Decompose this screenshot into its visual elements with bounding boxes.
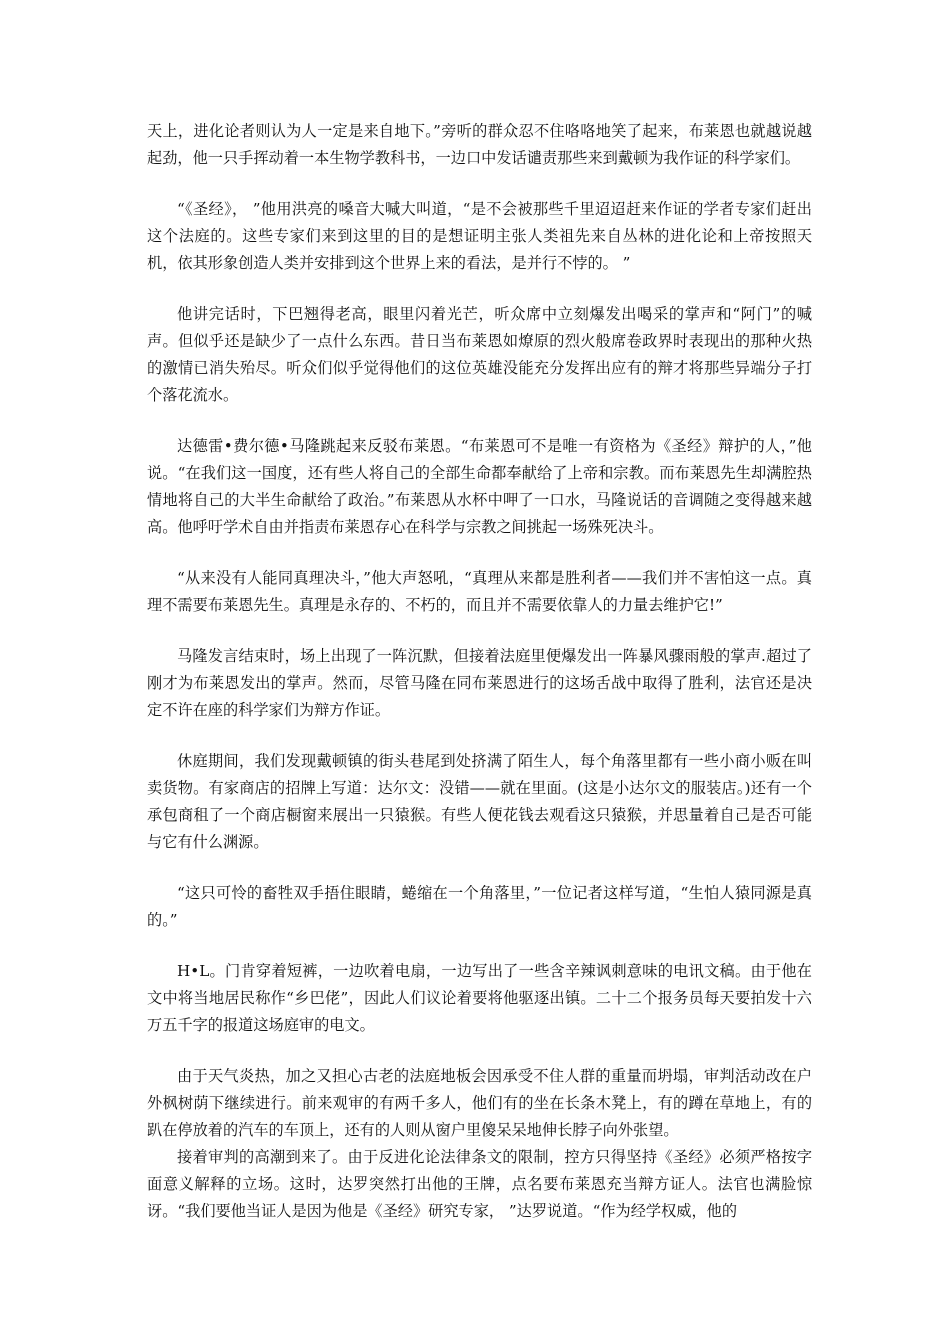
paragraph-11: 接着审判的高潮到来了。由于反进化论法律条文的限制，控方只得坚持《圣经》必须严格按字面意义解释的立场。这时，达罗突然打出他的王牌，点名要布莱恩充当辩方证人。法官也满脸惊讶。“我们要他当证人是因为他是《圣经》研究专家， ”达罗说道。“作为经学权威，他的 (147, 1148, 812, 1220)
paragraph-4: 达德雷•费尔德•马隆跳起来反驳布莱恩。“布莱恩可不是唯一有资格为《圣经》辩护的人，”他说。“在我们这一国度，还有些人将自己的全部生命都奉献给了上帝和宗教。而布莱恩先生却满腔热情地将自己的大半生命献给了政治。”布莱恩从水杯中呷了一口水，马隆说话的音调随之变得越来越高。他呼吁学术自由并指责布莱恩存心在科学与宗教之间挑起一场殊死决斗。 (147, 437, 812, 536)
paragraph-2: “《圣经》， ”他用洪亮的嗓音大喊大叫道，“是不会被那些千里迢迢赶来作证的学者专家们赶出这个法庭的。这些专家们来到这里的目的是想证明主张人类祖先来自丛林的进化论和上帝按照天机，依其形象创造人类并安排到这个世界上来的看法，是并行不悖的。 ” (147, 200, 812, 272)
paragraph-5: “从来没有人能同真理决斗，”他大声怒吼，“真理从来都是胜利者——我们并不害怕这一点。真理不需要布莱恩先生。真理是永存的、不朽的，而且并不需要依靠人的力量去维护它!” (147, 569, 812, 614)
paragraph-1: 天上，进化论者则认为人一定是来自地下。”旁听的群众忍不住咯咯地笑了起来，布莱恩也就越说越起劲，他一只手挥动着一本生物学教科书，一边口中发话谴责那些来到戴顿为我作证的科学家们。 (147, 122, 812, 167)
paragraph-6: 马隆发言结束时，场上出现了一阵沉默，但接着法庭里便爆发出一阵暴风骤雨般的掌声.超过了刚才为布莱恩发出的掌声。然而，尽管马隆在同布莱恩进行的这场舌战中取得了胜利，法官还是决定不许在座的科学家们为辩方作证。 (147, 647, 812, 719)
paragraph-3: 他讲完话时，下巴翘得老高，眼里闪着光芒，听众席中立刻爆发出喝采的掌声和“阿门”的喊声。但似乎还是缺少了一点什么东西。昔日当布莱恩如燎原的烈火般席卷政界时表现出的那种火热的激情已消失殆尽。听众们似乎觉得他们的这位英雄没能充分发挥出应有的辩才将那些异端分子打个落花流水。 (147, 305, 812, 404)
document-page (147, 118, 812, 1225)
paragraph-10: 由于天气炎热，加之又担心古老的法庭地板会因承受不住人群的重量而坍塌，审判活动改在户外枫树荫下继续进行。前来观审的有两千多人，他们有的坐在长条木凳上，有的蹲在草地上，有的趴在停放着的汽车的车顶上，还有的人则从窗户里傻呆呆地伸长脖子向外张望。 (147, 1067, 812, 1139)
paragraph-8: “这只可怜的畜牲双手捂住眼睛，蜷缩在一个角落里，”一位记者这样写道，“生怕人猿同源是真的。” (147, 884, 812, 929)
paragraph-9: H•L。门肯穿着短裤，一边吹着电扇，一边写出了一些含辛辣讽刺意味的电讯文稿。由于他在文中将当地居民称作“乡巴佬”，因此人们议论着要将他驱逐出镇。二十二个报务员每天要拍发十六万五千字的报道这场庭审的电文。 (147, 962, 812, 1034)
paragraph-7: 休庭期间，我们发现戴顿镇的街头巷尾到处挤满了陌生人，每个角落里都有一些小商小贩在叫卖货物。有家商店的招牌上写道：达尔文：没错——就在里面。(这是小达尔文的服装店。)还有一个承包商租了一个商店橱窗来展出一只猿猴。有些人便花钱去观看这只猿猴，并思量着自己是否可能与它有什么渊源。 (147, 752, 812, 851)
